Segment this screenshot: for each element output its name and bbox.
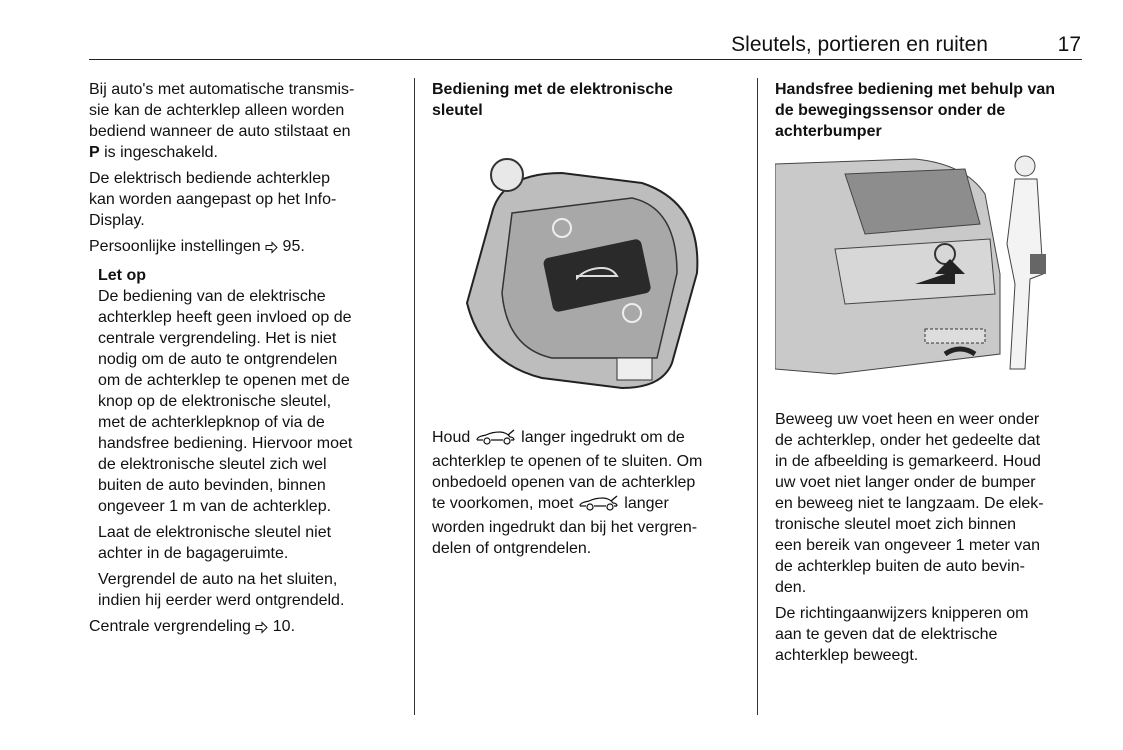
- text-line: achterbumper: [775, 123, 882, 140]
- text-line: aan te geven dat de elektrische: [775, 626, 998, 643]
- text-segment: te voorkomen, moet: [432, 495, 578, 512]
- text-line: [89, 142, 399, 163]
- note-paragraph: [89, 569, 399, 611]
- text-segment: langer ingedrukt om de: [516, 429, 685, 446]
- column-3: [775, 79, 1085, 671]
- text-line: [432, 493, 742, 517]
- text-segment: 10.: [268, 618, 296, 635]
- car-rear-figure: [775, 154, 1085, 389]
- text-line: den.: [775, 579, 807, 596]
- paragraph: [89, 168, 399, 231]
- column-1: [89, 79, 399, 645]
- text-line: achterklep heeft geen invloed op de: [98, 309, 352, 326]
- text-line: De bediening van de elektrische: [98, 288, 326, 305]
- text-line: sie kan de achterklep alleen worden: [89, 102, 345, 119]
- paragraph: [432, 427, 742, 559]
- page-reference-arrow-icon: [255, 619, 268, 640]
- text-line: buiten de auto bevinden, binnen: [98, 477, 326, 494]
- text-line: Laat de elektronische sleutel niet: [98, 524, 332, 541]
- note-paragraph: [89, 522, 399, 564]
- text-line: uw voet niet langer onder de bumper: [775, 474, 1036, 491]
- paragraph: [775, 603, 1085, 666]
- text-segment: is ingeschakeld.: [99, 144, 218, 161]
- text-line: Handsfree bediening met behulp van: [775, 81, 1056, 98]
- text-line: delen of ontgrendelen.: [432, 540, 592, 557]
- text-segment: Centrale vergrendeling: [89, 618, 256, 635]
- text-line: sleutel: [432, 102, 483, 119]
- paragraph: [89, 616, 399, 640]
- text-line: nodig om de auto te ontgrendelen: [98, 351, 338, 368]
- text-line: [432, 427, 742, 451]
- text-line: De richtingaanwijzers knipperen om: [775, 605, 1029, 622]
- text-line: Bij auto's met automatische transmis-: [89, 81, 355, 98]
- text-line: de achterklep buiten de auto bevin-: [775, 558, 1025, 575]
- text-segment: Houd: [432, 429, 475, 446]
- column-divider: [414, 78, 415, 715]
- text-line: tronische sleutel moet zich binnen: [775, 516, 1017, 533]
- text-line: indien hij eerder werd ontgrendeld.: [98, 592, 345, 609]
- paragraph: [775, 409, 1085, 598]
- section-heading: [775, 79, 1085, 142]
- text-segment: Persoonlijke instellingen: [89, 238, 266, 255]
- car-tailgate-icon: [578, 495, 620, 517]
- text-line: [89, 236, 399, 260]
- text-segment: Let op: [98, 267, 146, 284]
- paragraph: [89, 79, 399, 163]
- text-line: Bediening met de elektronische: [432, 81, 673, 98]
- text-line: en beweeg niet te langzaam. De elek-: [775, 495, 1044, 512]
- text-line: Beweeg uw voet heen en weer onder: [775, 411, 1040, 428]
- text-line: onbedoeld openen van de achterklep: [432, 474, 696, 491]
- car-rear-sensor-illustration: [775, 154, 1085, 389]
- text-line: in de afbeelding is gemarkeerd. Houd: [775, 453, 1041, 470]
- text-line: knop op de elektronische sleutel,: [98, 393, 332, 410]
- text-line: de achterklep, onder het gedeelte dat: [775, 432, 1041, 449]
- text-segment: 95.: [278, 238, 305, 255]
- header-rule: [89, 59, 1082, 60]
- column-2: [432, 79, 742, 564]
- text-line: ongeveer 1 m van de achterklep.: [98, 498, 332, 515]
- text-line: met de achterklepknop of via de: [98, 414, 325, 431]
- text-line: [98, 265, 399, 286]
- text-line: om de achterklep te openen met de: [98, 372, 350, 389]
- text-line: bediend wanneer de auto stilstaat en: [89, 123, 351, 140]
- key-fob-figure: [432, 143, 742, 405]
- text-line: achter in de bagageruimte.: [98, 545, 289, 562]
- text-line: worden ingedrukt dan bij het vergren-: [432, 519, 698, 536]
- text-line: centrale vergrendeling. Het is niet: [98, 330, 337, 347]
- text-line: kan worden aangepast op het Info-: [89, 191, 337, 208]
- text-line: achterklep te openen of te sluiten. Om: [432, 453, 703, 470]
- note-paragraph: [89, 265, 399, 517]
- section-heading: [432, 79, 742, 121]
- text-segment: P: [89, 144, 100, 161]
- text-line: de bewegingssensor onder de: [775, 102, 1006, 119]
- car-tailgate-icon: [475, 429, 517, 451]
- page-reference-arrow-icon: [265, 239, 278, 260]
- text-segment: langer: [619, 495, 669, 512]
- column-divider: [757, 78, 758, 715]
- page-number: 17: [1057, 33, 1081, 56]
- paragraph: [89, 236, 399, 260]
- text-line: achterklep beweegt.: [775, 647, 919, 664]
- text-line: de elektronische sleutel zich wel: [98, 456, 327, 473]
- chapter-title: Sleutels, portieren en ruiten: [731, 33, 988, 56]
- text-line: Display.: [89, 212, 145, 229]
- text-line: handsfree bediening. Hiervoor moet: [98, 435, 353, 452]
- key-fob-illustration: [432, 143, 732, 398]
- text-line: De elektrisch bediende achterklep: [89, 170, 331, 187]
- text-line: [89, 616, 399, 640]
- text-line: een bereik van ongeveer 1 meter van: [775, 537, 1041, 554]
- text-line: Vergrendel de auto na het sluiten,: [98, 571, 338, 588]
